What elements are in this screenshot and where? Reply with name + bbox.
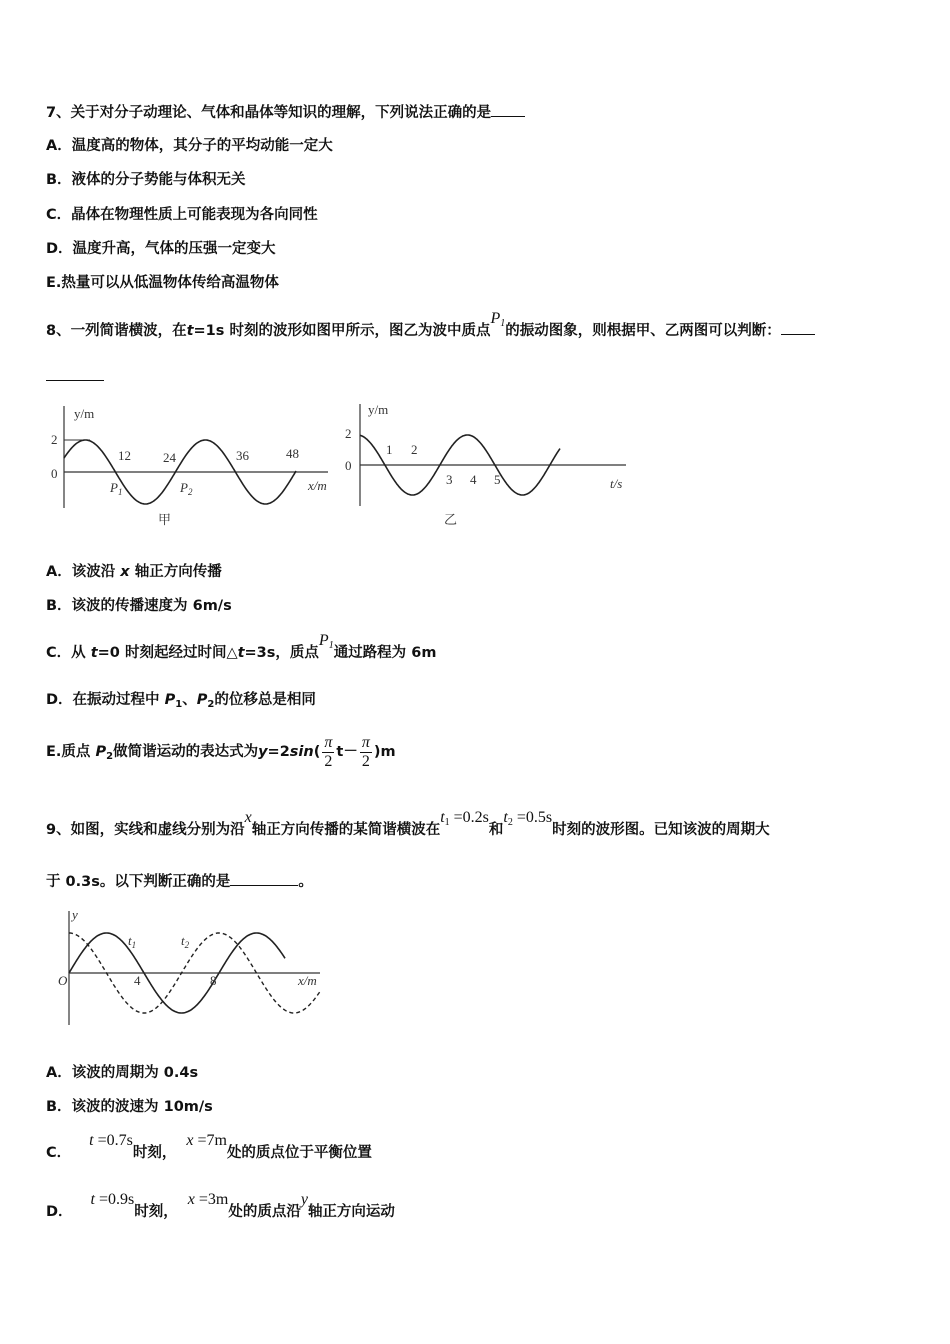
q9-x-var: x xyxy=(244,809,252,826)
q8-option-d: D．在振动过程中 $P_1$、$P_2$的位移总是相同 xyxy=(46,692,316,710)
q8-option-a-var: x xyxy=(120,564,130,580)
q8-option-b: B．该波的传播速度为 6m/s xyxy=(46,598,232,614)
jia-x-label: x/m xyxy=(308,478,327,493)
q8-option-e: E.质点 $P_2$做简谐运动的表达式为y=2sin( $\frac{\pi}{2}$ t－ $\frac{\pi}{2}$ )m xyxy=(46,733,396,770)
jia-xtick-36: 36 xyxy=(236,448,249,463)
q8-answer-blank xyxy=(781,320,815,335)
q7-option-d: D．温度升高，气体的压强一定变大 xyxy=(46,241,276,257)
q8-t-var: t xyxy=(186,323,194,339)
yi-xtick-3: 3 xyxy=(446,472,453,487)
jia-p2-label: $P_2$ xyxy=(180,480,193,497)
q8-e-frac-2: $\frac{\pi}{2}$ xyxy=(361,733,370,770)
q7-option-c: C．晶体在物理性质上可能表现为各向同性 xyxy=(46,207,318,223)
yi-xtick-1: 1 xyxy=(386,442,393,457)
yi-ytick-2: 2 xyxy=(345,426,352,441)
q9-t2: t2 =0.5s xyxy=(503,809,553,828)
jia-y-label: y/m xyxy=(74,406,95,421)
yi-y-label: y/m xyxy=(368,402,389,417)
q9-stem-line1: 9、如图，实线和虚线分别为沿x轴正方向传播的某简谐横波在t1 =0.2s和t2 =0.5s时刻的波形图。已知该波的周期大 xyxy=(46,809,770,838)
q9-d-y: y xyxy=(300,1191,308,1208)
q9-x-label: x/m xyxy=(298,973,317,988)
yi-xtick-2: 2 xyxy=(411,442,418,457)
q8-stem-a: 8、一列简谐横波，在 xyxy=(46,323,187,339)
q9-y-label: y xyxy=(72,907,78,922)
jia-p1-label: $P_1$ xyxy=(110,480,123,497)
q9-origin: O xyxy=(58,973,68,988)
jia-ytick-2: 2 xyxy=(51,432,58,447)
yi-xtick-5: 5 xyxy=(494,472,501,487)
jia-xtick-48: 48 xyxy=(286,446,299,461)
q7-stem xyxy=(46,102,525,123)
q8-figure-yi xyxy=(340,400,635,535)
jia-caption: 甲 xyxy=(158,512,172,527)
q8-e-frac-1: $\frac{\pi}{2}$ xyxy=(324,733,333,770)
q9-t1-label: $t_1$ xyxy=(128,933,137,950)
q8-option-a: A．该波沿 x 轴正方向传播 xyxy=(46,564,222,580)
yi-xtick-4: 4 xyxy=(470,472,477,487)
q8-p1: P1 xyxy=(490,310,506,329)
yi-caption: 乙 xyxy=(444,512,458,527)
q8-option-c: C．从 t=0 时刻起经过时间△t=3s，质点P1通过路程为 6m xyxy=(46,632,437,661)
q7-stem-text: 7、关于对分子动理论、气体和晶体等知识的理解，下列说法正确的是 xyxy=(46,105,492,121)
q8-blank-cont xyxy=(46,366,104,387)
q8-figure-jia xyxy=(46,400,336,535)
q9-d-x: x =3m xyxy=(187,1191,229,1208)
q9-xtick-8: 8 xyxy=(210,973,217,988)
q9-c-x: x =7m xyxy=(186,1132,227,1149)
q7-answer-blank xyxy=(491,102,525,117)
q9-option-a: A．该波的周期为 0.4s xyxy=(46,1065,199,1081)
q7-option-b: B．液体的分子势能与体积无关 xyxy=(46,172,246,188)
q9-xtick-4: 4 xyxy=(134,973,141,988)
q7-option-e: E.热量可以从低温物体传给高温物体 xyxy=(46,275,279,291)
q8-stem-c: 的振动图象，则根据甲、乙两图可以判断： xyxy=(505,323,781,339)
q9-option-c: C．t =0.7s时刻，x =7m处的质点位于平衡位置 xyxy=(46,1132,372,1161)
q9-option-b: B．该波的波速为 10m/s xyxy=(46,1099,213,1115)
q8-stem xyxy=(46,310,815,343)
jia-ytick-0: 0 xyxy=(51,466,58,481)
q9-t2-label: $t_2$ xyxy=(181,933,190,950)
q9-c-t: t =0.7s xyxy=(89,1132,133,1149)
q9-d-t: t =0.9s xyxy=(90,1191,135,1208)
q7-option-a: A．温度高的物体，其分子的平均动能一定大 xyxy=(46,138,333,154)
q9-figure xyxy=(50,905,340,1030)
jia-xtick-24: 24 xyxy=(163,450,176,465)
q9-answer-blank xyxy=(230,871,298,886)
jia-xtick-12: 12 xyxy=(118,448,131,463)
q8-stem-b: =1s 时刻的波形如图甲所示，图乙为波中质点 xyxy=(193,323,491,339)
yi-x-label: t/s xyxy=(610,476,623,491)
q9-option-d: D．t =0.9s时刻，x =3m处的质点沿y轴正方向运动 xyxy=(46,1191,395,1220)
q9-stem-line2: 于 0.3s。以下判断正确的是 。 xyxy=(46,871,313,892)
q8-option-c-p1: P1 xyxy=(318,632,334,651)
yi-ytick-0: 0 xyxy=(345,458,352,473)
q9-t1: t1 =0.2s xyxy=(440,809,489,828)
